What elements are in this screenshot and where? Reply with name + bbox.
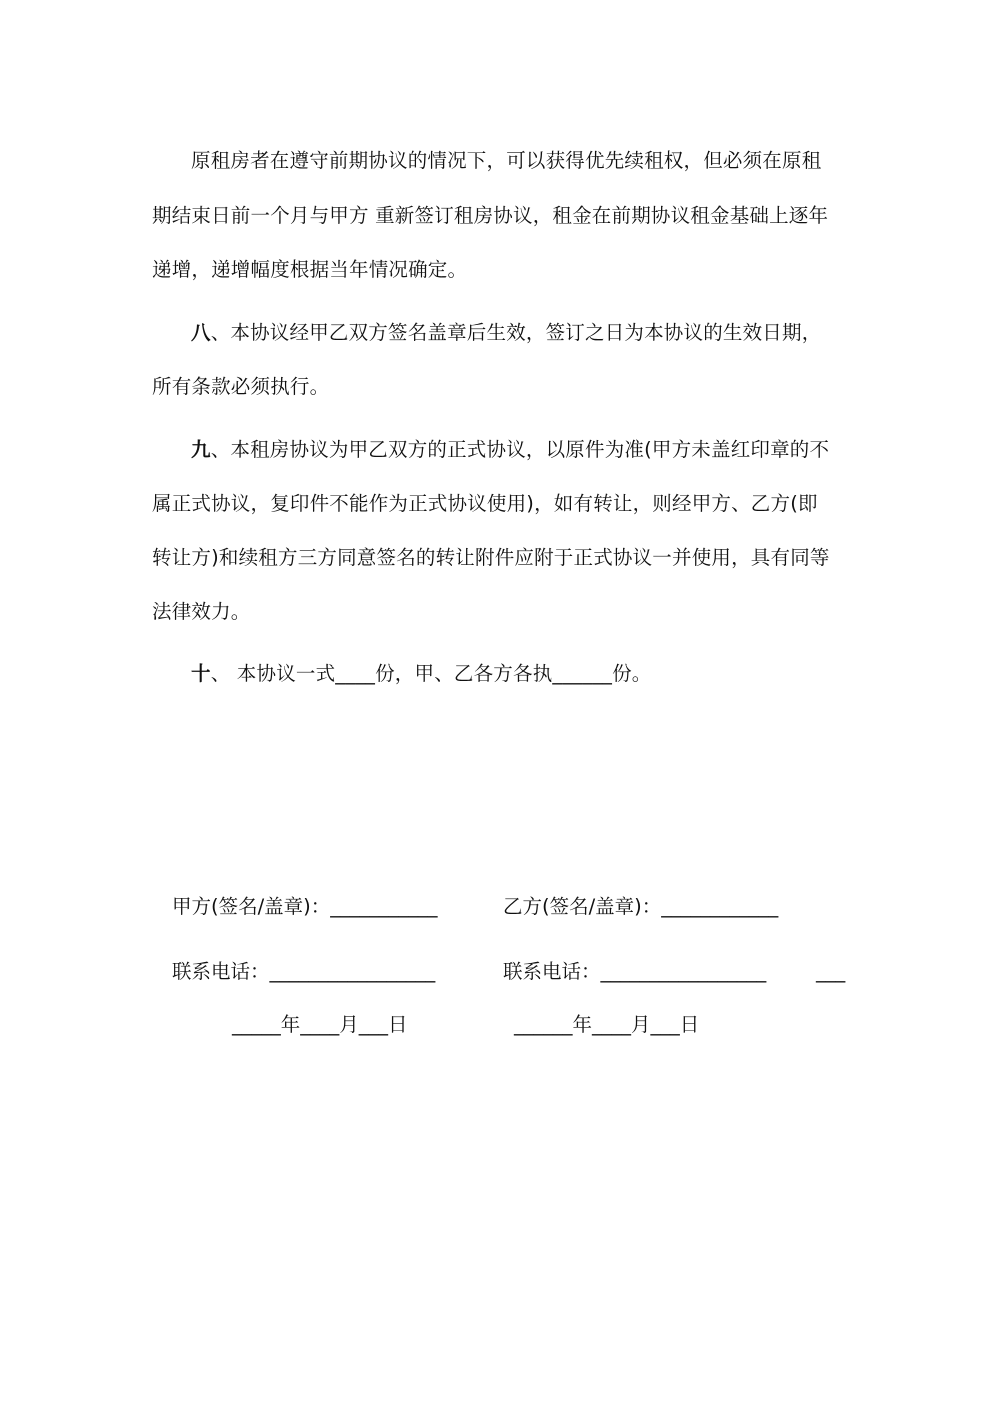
party-a-date-field[interactable]: _____年____月___日 [232, 1013, 408, 1036]
clause-10-line [191, 660, 891, 688]
renewal-clause-line-1: 原租房者在遵守前期协议的情况下，可以获得优先续租权，但必须在原租 [191, 149, 822, 172]
clause-9-line-3: 转让方)和续租方三方同意签名的转让附件应附于正式协议一并使用，具有同等 [152, 546, 830, 569]
clause-8-line-2: 所有条款必须执行。 [152, 375, 330, 398]
renewal-clause-line-3: 递增，递增幅度根据当年情况确定。 [152, 258, 468, 281]
clause-9-line-4: 法律效力。 [152, 600, 251, 623]
clause-8-text: 、本协议经甲乙双方签名盖章后生效，签订之日为本协议的生效日期， [210, 321, 822, 344]
clause-9-text: 、本租房协议为甲乙双方的正式协议，以原件为准(甲方未盖红印章的不 [210, 438, 830, 461]
clause-8-line-1 [191, 319, 891, 347]
party-b-phone-field[interactable]: 联系电话：_________________ [503, 960, 767, 983]
renewal-clause-line-2: 期结束日前一个月与甲方 重新签订租房协议，租金在前期协议租金基础上逐年 [152, 204, 829, 227]
trailing-blank-line: ___ [816, 960, 846, 983]
clause-8-number: 八 [191, 321, 211, 344]
clause-10-text: 、 本协议一式____份，甲、乙各方各执______份。 [210, 662, 652, 685]
party-a-phone-field[interactable]: 联系电话：_________________ [172, 960, 436, 983]
clause-9-line-2: 属正式协议，复印件不能作为正式协议使用)，如有转让，则经甲方、乙方(即 [152, 492, 818, 515]
clause-9-line-1 [191, 436, 891, 464]
party-b-signature-field[interactable]: 乙方(签名/盖章)：____________ [503, 895, 779, 918]
party-b-date-field[interactable]: ______年____月___日 [514, 1013, 700, 1036]
party-a-signature-field[interactable]: 甲方(签名/盖章)：___________ [172, 895, 438, 918]
clause-10-number: 十 [191, 662, 211, 685]
clause-9-number: 九 [191, 438, 211, 461]
